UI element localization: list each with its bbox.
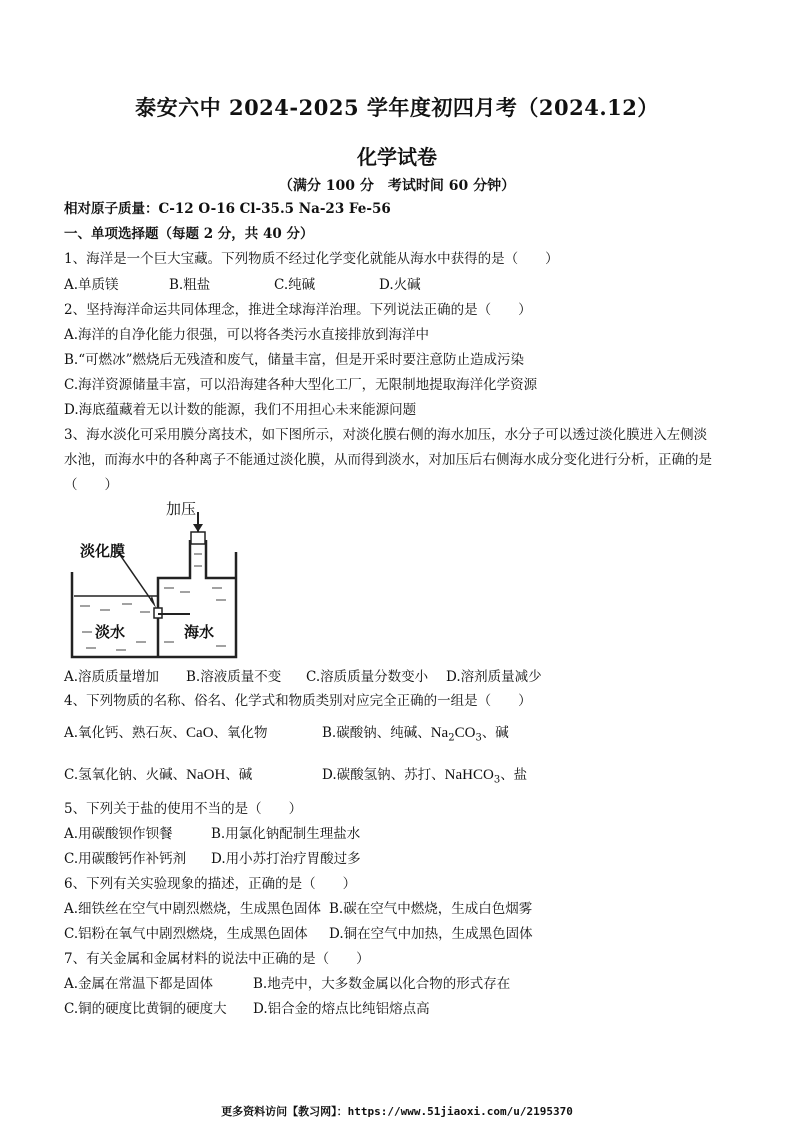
q1-stem: 1、海洋是一个巨大宝藏。下列物质不经过化学变化就能从海水中获得的是（ ） — [64, 251, 559, 267]
q3-stem-3: （ ） — [64, 477, 118, 493]
q1-option-b: B.粗盐 — [169, 277, 211, 293]
q1-option-c: C.纯碱 — [274, 277, 316, 293]
q5-options-cd — [64, 850, 361, 868]
q5-options-ab — [64, 825, 360, 843]
q6-option-d: D.铜在空气中加热，生成黑色固体 — [329, 926, 533, 942]
footer-link-text: 更多资料访问【教习网】：https://www.51jiaoxi.com/u/2195370 — [221, 1105, 573, 1118]
q3-stem-1: 3、海水淡化可采用膜分离技术，如下图所示，对淡化膜右侧的海水加压，水分子可以透过淡化膜进入左侧淡 — [64, 427, 708, 443]
q3-options — [64, 668, 542, 686]
q7-options-ab — [64, 975, 510, 993]
q6-option-a: A.细铁丝在空气中剧烈燃烧，生成黑色固体 — [64, 901, 322, 917]
q1-options — [64, 276, 421, 294]
q1-option-a: A.单质镁 — [64, 277, 119, 293]
q5-option-a: A.用碳酸钡作钡餐 — [64, 826, 173, 842]
q1-option-d: D.火碱 — [379, 277, 421, 293]
q6-options-cd — [64, 925, 533, 943]
q2-option-d: D.海底蕴藏着无以计数的能源，我们不用担心未来能源问题 — [64, 402, 417, 418]
q2-option-c: C.海洋资源储量丰富，可以沿海建各种大型化工厂，无限制地提取海洋化学资源 — [64, 377, 538, 393]
q4-options-ab — [64, 724, 509, 748]
desalination-diagram — [66, 492, 246, 667]
q5-option-c: C.用碳酸钙作补钙剂 — [64, 851, 187, 867]
q5-option-d: D.用小苏打治疗胃酸过多 — [211, 851, 361, 867]
q6-options-ab — [64, 900, 532, 918]
exam-subject: 化学试卷 — [357, 145, 437, 169]
q5-stem: 5、下列关于盐的使用不当的是（ ） — [64, 801, 303, 817]
q7-option-d: D.铝合金的熔点比纯铝熔点高 — [253, 1001, 430, 1017]
exam-title: 泰安六中 2024-2025 学年度初四月考（2024.12） — [135, 95, 659, 120]
q7-options-cd — [64, 1000, 430, 1018]
q7-option-c: C.铜的硬度比黄铜的硬度大 — [64, 1001, 227, 1017]
q3-option-b: B.溶液质量不变 — [186, 669, 282, 685]
q2-stem: 2、坚持海洋命运共同体理念，推进全球海洋治理。下列说法正确的是（ ） — [64, 302, 532, 318]
section-title: 一、单项选择题（每题 2 分，共 40 分） — [64, 226, 314, 242]
q4-option-a: A.氧化钙、熟石灰、CaO、氧化物 — [64, 725, 268, 741]
q3-option-c: C.溶质质量分数变小 — [306, 669, 429, 685]
q4-option-d: D.碳酸氢钠、苏打、NaHCO$_3$、盐 — [322, 767, 528, 786]
q4-options-cd — [64, 766, 527, 790]
label-sea-water: 海水 — [184, 623, 215, 641]
q7-option-a: A.金属在常温下都是固体 — [64, 976, 214, 992]
q3-stem-2: 水池，而海水中的各种离子不能通过淡化膜，从而得到淡水，对加压后右侧海水成分变化进行分析，正确的是 — [64, 452, 712, 468]
q3-option-d: D.溶剂质量减少 — [446, 669, 542, 685]
label-membrane: 淡化膜 — [80, 542, 126, 560]
q6-option-b: B.碳在空气中燃烧，生成白色烟雾 — [329, 901, 533, 917]
q7-stem: 7、有关金属和金属材料的说法中正确的是（ ） — [64, 951, 370, 967]
q2-option-a: A.海洋的自净化能力很强，可以将各类污水直接排放到海洋中 — [64, 327, 430, 343]
q4-option-b: B.碳酸钠、纯碱、$Na_2CO_3$、碱 — [322, 725, 509, 744]
q6-stem: 6、下列有关实验现象的描述，正确的是（ ） — [64, 876, 357, 892]
label-fresh-water: 淡水 — [95, 623, 126, 641]
exam-info: （满分 100 分 考试时间 60 分钟） — [278, 178, 516, 194]
q5-option-b: B.用氯化钠配制生理盐水 — [211, 826, 361, 842]
q4-option-c: C.氢氧化钠、火碱、NaOH、碱 — [64, 767, 253, 783]
q2-option-b: B.“可燃冰”燃烧后无残渣和废气，储量丰富，但是开采时要注意防止造成污染 — [64, 352, 525, 368]
atomic-mass-line: 相对原子质量：C-12 O-16 Cl-35.5 Na-23 Fe-56 — [64, 201, 391, 217]
label-pressure: 加压 — [166, 500, 197, 518]
q7-option-b: B.地壳中，大多数金属以化合物的形式存在 — [253, 976, 511, 992]
q3-option-a: A.溶质质量增加 — [64, 669, 160, 685]
q6-option-c: C.铝粉在氧气中剧烈燃烧，生成黑色固体 — [64, 926, 308, 942]
q4-stem: 4、下列物质的名称、俗名、化学式和物质类别对应完全正确的一组是（ ） — [64, 693, 532, 709]
